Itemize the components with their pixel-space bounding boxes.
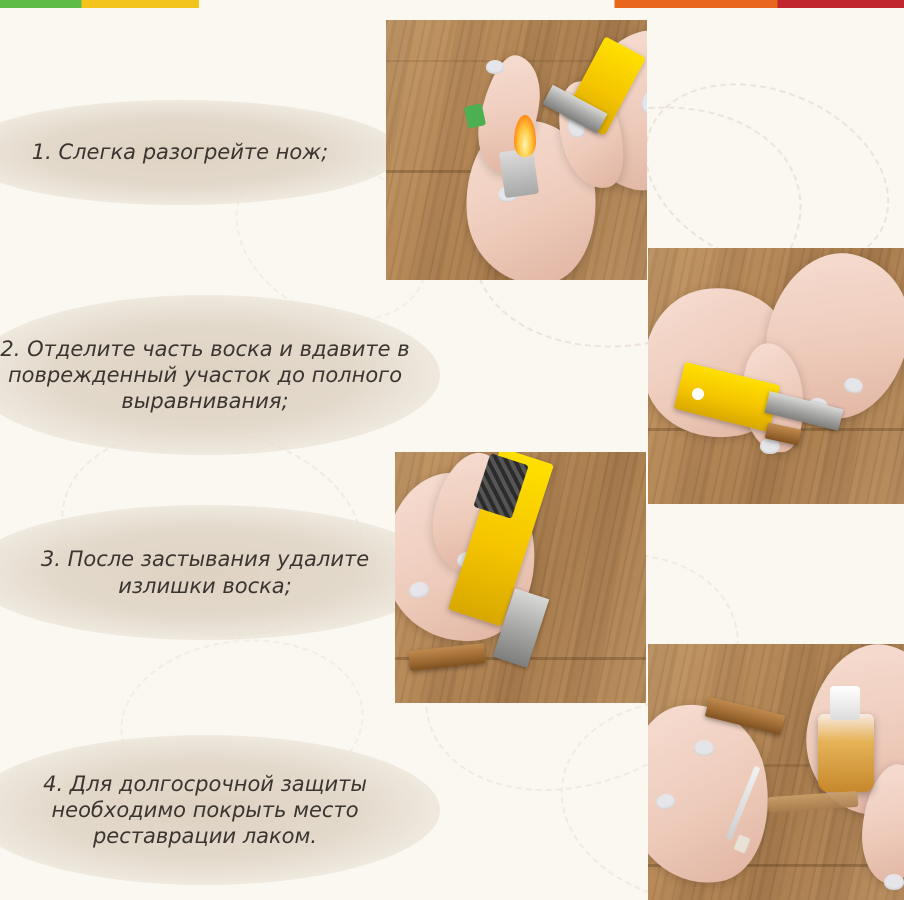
step-2-caption [0,295,440,455]
top-color-bar [0,0,904,8]
step-4-caption [0,735,440,885]
step-3-caption [0,505,440,640]
lacquer-bottle [818,714,874,792]
bottle-cap [830,686,860,720]
step-3-photo [395,452,646,703]
step-3-text: 3. После застывания удалите излишки воска; [40,547,376,598]
knife-button [692,388,704,400]
step-4-photo [648,644,904,900]
step-2-photo [648,248,904,504]
step-1-text: 1. Слегка разогрейте нож; [31,140,329,165]
step-4-text: 4. Для долгосрочной защиты необходимо покрыть место реставрации лаком. [43,771,374,849]
fingernail [884,874,904,890]
step-2-text: 2. Отделите часть воска и вдавите в поврежденный участок до полного выравнивания; [0,336,417,414]
fingernail [486,60,504,74]
step-1-caption [0,100,400,205]
fingernail [694,740,714,756]
step-1-photo [386,20,647,280]
